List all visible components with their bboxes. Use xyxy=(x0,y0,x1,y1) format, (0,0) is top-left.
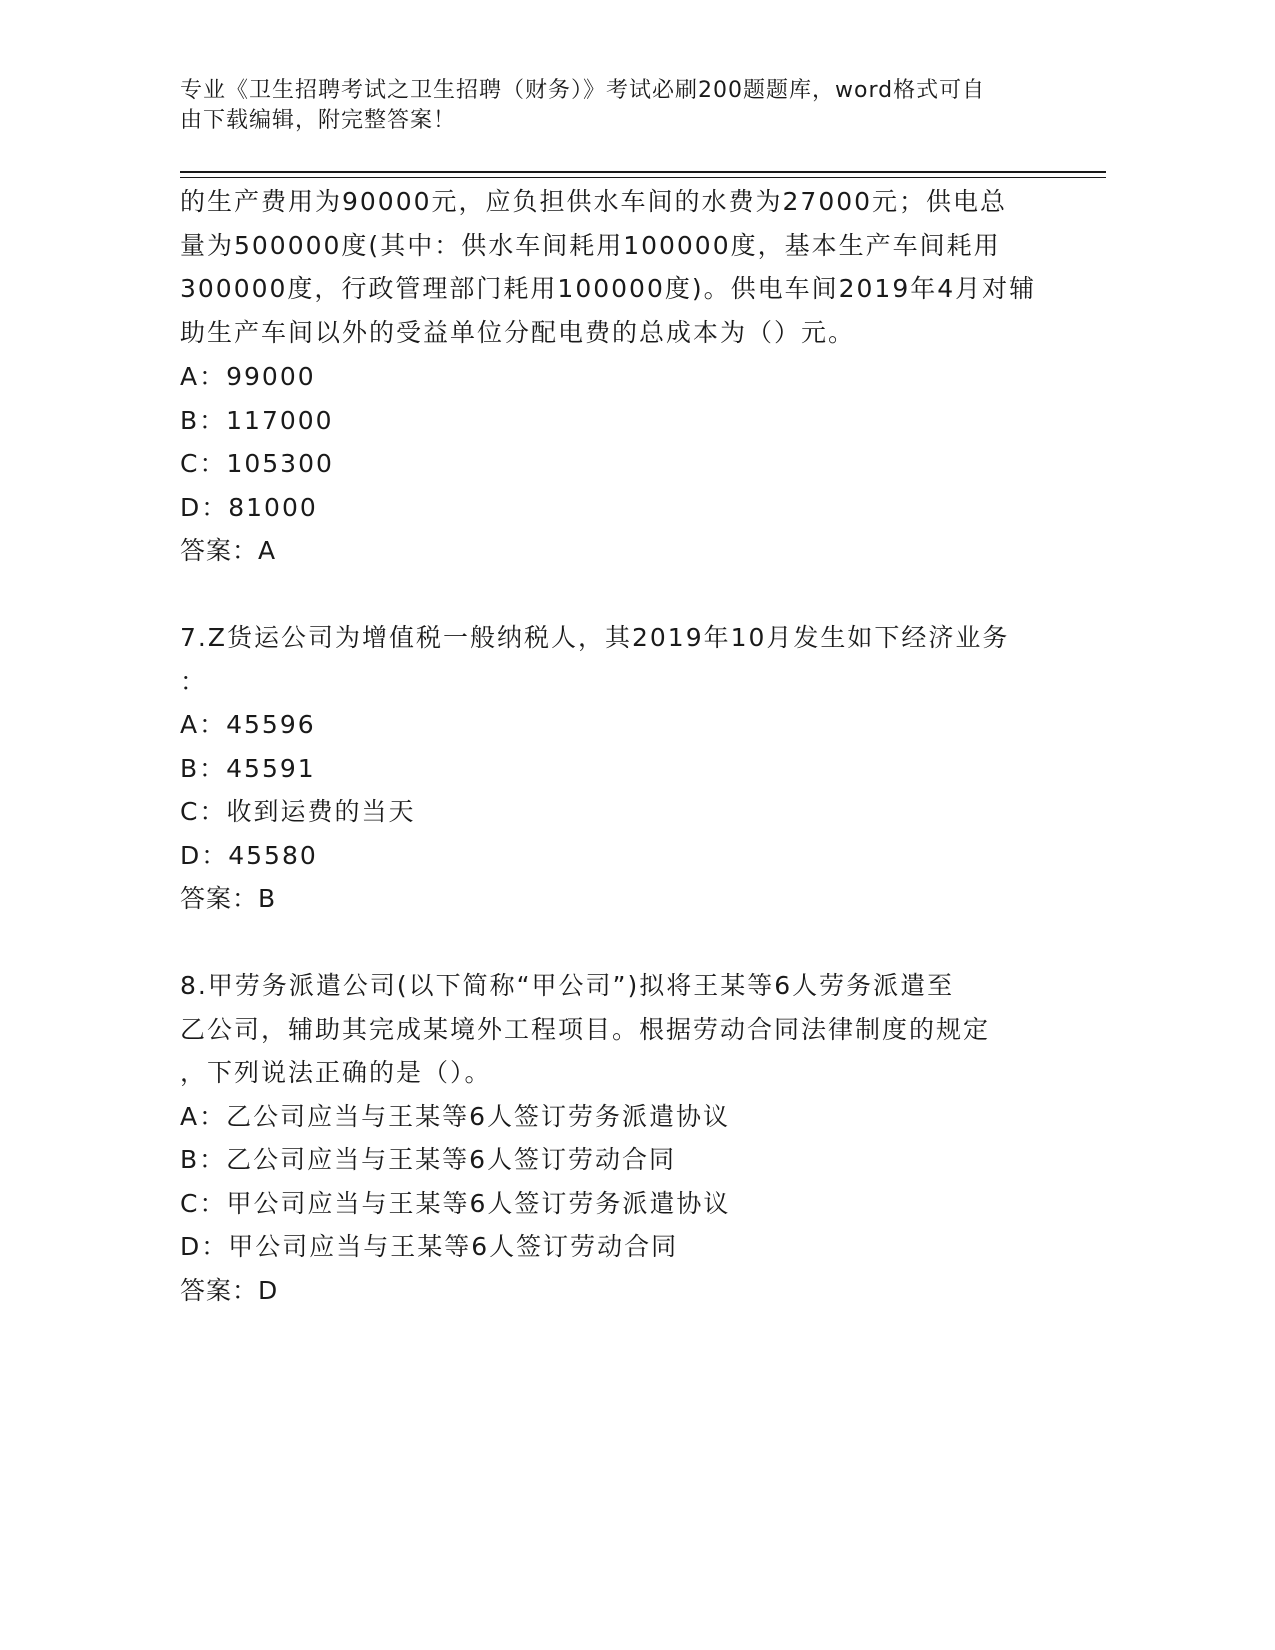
option-c: C：甲公司应当与王某等6人签订劳务派遣协议 xyxy=(180,1189,731,1218)
answer-label: 答案：B xyxy=(180,884,277,913)
title-line-2: 由下载编辑，附完整答案！ xyxy=(180,108,457,133)
question-stem-line: 乙公司，辅助其完成某境外工程项目。根据劳动合同法律制度的规定 xyxy=(180,1015,991,1044)
option-d: D：45580 xyxy=(180,841,318,870)
option-b: B：45591 xyxy=(180,754,316,783)
title-line-1: 专业《卫生招聘考试之卫生招聘（财务）》考试必刷200题题库，word格式可自 xyxy=(180,78,986,103)
answer-label: 答案：D xyxy=(180,1276,279,1305)
question-stem-line: 量为500000度(其中：供水车间耗用100000度，基本生产车间耗用 xyxy=(180,231,1001,260)
question-stem-line: 8.甲劳务派遣公司(以下简称“甲公司”)拟将王某等6人劳务派遣至 xyxy=(180,971,955,1000)
answer-label: 答案：A xyxy=(180,536,277,565)
document-title xyxy=(180,76,1060,136)
header-divider-thin xyxy=(180,177,1106,178)
question-stem-line: 7.Z货运公司为增值税一般纳税人，其2019年10月发生如下经济业务 xyxy=(180,623,1010,652)
option-b: B：117000 xyxy=(180,406,334,435)
question-stem-line: 的生产费用为90000元，应负担供水车间的水费为27000元；供电总 xyxy=(180,187,1008,216)
option-c: C：105300 xyxy=(180,449,334,478)
question-stem-line: 300000度，行政管理部门耗用100000度)。供电车间2019年4月对辅 xyxy=(180,274,1037,303)
option-c: C：收到运费的当天 xyxy=(180,797,416,826)
option-a: A：45596 xyxy=(180,710,316,739)
option-a: A：乙公司应当与王某等6人签订劳务派遣协议 xyxy=(180,1102,731,1131)
question-stem-line: 助生产车间以外的受益单位分配电费的总成本为（）元。 xyxy=(180,318,856,347)
option-d: D：甲公司应当与王某等6人签订劳动合同 xyxy=(180,1232,679,1261)
header-divider-thick xyxy=(180,171,1106,173)
option-d: D：81000 xyxy=(180,493,318,522)
option-a: A：99000 xyxy=(180,362,316,391)
question-stem-line: ，下列说法正确的是（）。 xyxy=(180,1058,492,1087)
option-b: B：乙公司应当与王某等6人签订劳动合同 xyxy=(180,1145,677,1174)
question-stem-line: ： xyxy=(180,667,208,696)
